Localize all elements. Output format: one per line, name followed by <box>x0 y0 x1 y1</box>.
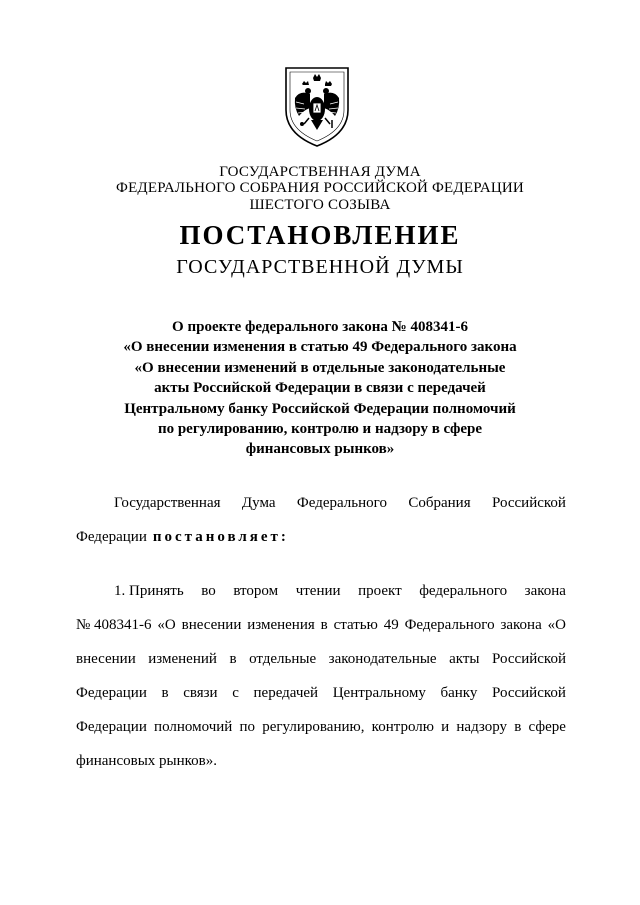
word: акты <box>449 651 480 667</box>
word: связи <box>183 685 218 701</box>
document-issuer: ГОСУДАРСТВЕННОЙ ДУМЫ <box>176 256 464 278</box>
subject-line: Центральному банку Российской Федерации полномочий <box>124 400 516 417</box>
word: надзору <box>456 719 508 735</box>
word: в <box>161 685 169 701</box>
word: Собрания <box>408 495 471 511</box>
document-subject <box>0 317 640 460</box>
word: и <box>441 719 450 735</box>
word: 49 <box>383 617 399 633</box>
item-1-line-6: финансовых рынков». <box>76 753 217 769</box>
word: Государственная <box>114 495 221 511</box>
word: во <box>201 583 216 599</box>
preamble-line-2 <box>76 520 566 554</box>
preamble-line-1 <box>76 486 566 520</box>
item-1-line-1 <box>76 574 566 608</box>
header-line-1: ГОСУДАРСТВЕННАЯ ДУМА <box>219 164 421 180</box>
word: банку <box>440 685 478 701</box>
word: «О <box>157 617 176 633</box>
word: № 408341-6 <box>76 617 152 633</box>
item-1-line-4 <box>76 676 566 710</box>
word: законодательные <box>328 651 437 667</box>
preamble-paragraph <box>76 486 566 554</box>
subject-line: О проекте федерального закона № 408341-6 <box>172 319 468 335</box>
word: полномочий <box>154 719 233 735</box>
word: закона <box>524 583 566 599</box>
word: по <box>239 719 256 735</box>
resolves-word: постановляет: <box>152 529 289 545</box>
word: с <box>232 685 239 701</box>
subject-line: «О внесении изменений в отдельные законодательные <box>134 359 506 376</box>
word: в <box>320 617 328 633</box>
word: Федерального <box>404 617 495 633</box>
item-1-line-2 <box>76 608 566 642</box>
word: «О <box>547 617 566 633</box>
word: Дума <box>241 495 276 511</box>
word: Центральному <box>332 685 426 701</box>
subject-line: «О внесении изменения в статью 49 Федерального закона <box>123 339 517 356</box>
preamble-text: Федерации <box>76 529 147 545</box>
word: чтении <box>295 583 341 599</box>
word: Федерального <box>296 495 387 511</box>
word: сфере <box>528 719 566 735</box>
header-line-2: ФЕДЕРАЛЬНОГО СОБРАНИЯ РОССИЙСКОЙ ФЕДЕРАЦИИ <box>116 180 524 196</box>
item-1-line-5 <box>76 710 566 744</box>
subject-line: по регулированию, контролю и надзору в сфере <box>157 421 483 438</box>
header-line-3: ШЕСТОГО СОЗЫВА <box>249 197 391 213</box>
word: проект <box>358 583 402 599</box>
word: контролю <box>371 719 434 735</box>
word: статью <box>333 617 378 633</box>
word: отдельные <box>249 651 317 667</box>
word: Федерации <box>76 685 147 701</box>
word: передачей <box>253 685 319 701</box>
item-1-paragraph <box>76 574 566 778</box>
word: федерального <box>419 583 508 599</box>
word: 1. Принять <box>114 583 184 599</box>
word: Российской <box>492 495 566 511</box>
word: закона <box>500 617 542 633</box>
word: изменений <box>148 651 217 667</box>
word: изменения <box>247 617 315 633</box>
word: Российской <box>492 651 566 667</box>
word: в <box>514 719 522 735</box>
word: внесении <box>181 617 242 633</box>
item-1-line-3 <box>76 642 566 676</box>
russian-coat-of-arms-icon <box>280 64 354 150</box>
word: Российской <box>491 685 566 701</box>
word: втором <box>233 583 279 599</box>
word: регулированию, <box>262 719 365 735</box>
word: внесении <box>76 651 136 667</box>
subject-line: финансовых рынков» <box>245 441 395 458</box>
word: Федерации <box>76 719 147 735</box>
document-type: ПОСТАНОВЛЕНИЕ <box>179 220 461 250</box>
word: в <box>229 651 237 667</box>
subject-line: акты Российской Федерации в связи с передачей <box>154 380 486 397</box>
